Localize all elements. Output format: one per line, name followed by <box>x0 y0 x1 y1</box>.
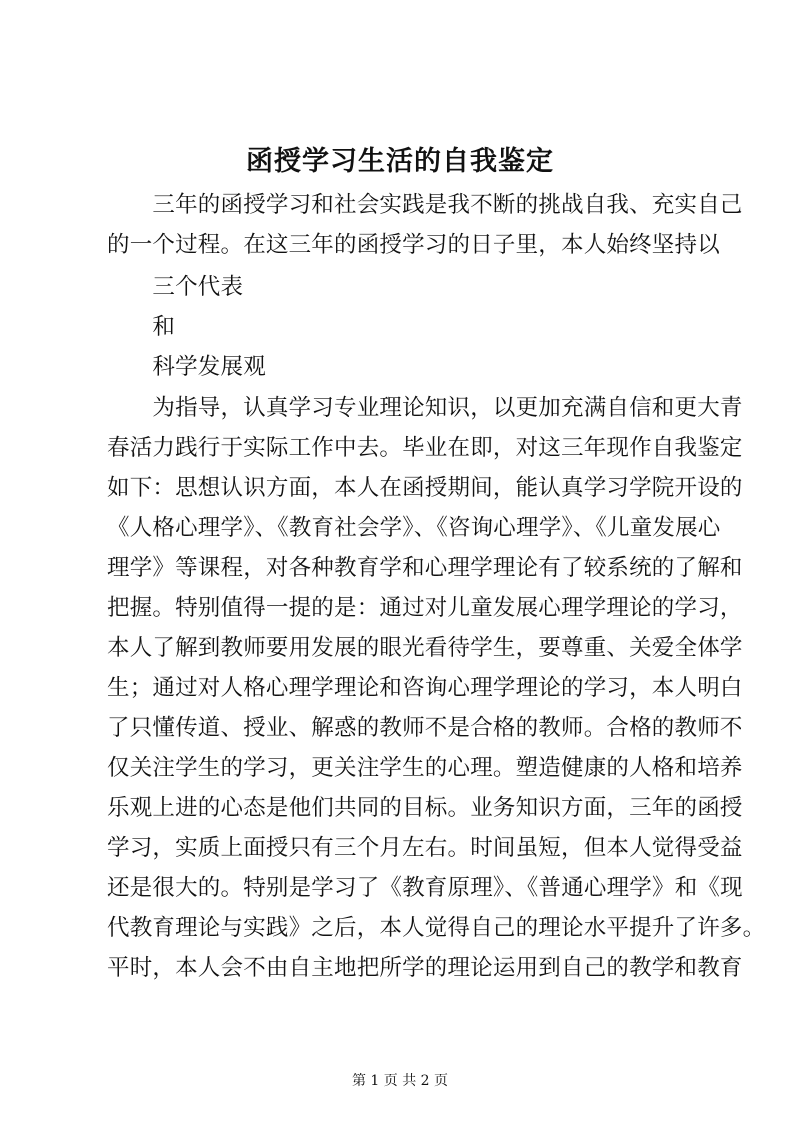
body-line: 为指导，认真学习专业理论知识，以更加充满自信和更大青 <box>107 395 743 421</box>
body-line: 了只懂传道、授业、解惑的教师不是合格的教师。合格的教师不 <box>107 715 743 741</box>
body-line: 还是很大的。特别是学习了《教育原理》、《普通心理学》和《现 <box>107 875 743 901</box>
body-line: 平时，本人会不由自主地把所学的理论运用到自己的教学和教育 <box>107 955 743 981</box>
body-line: 如下：思想认识方面，本人在函授期间，能认真学习学院开设的 <box>107 475 743 501</box>
body-line: 的一个过程。在这三年的函授学习的日子里，本人始终坚持以 <box>107 232 720 258</box>
body-line: 生；通过对人格心理学理论和咨询心理学理论的学习，本人明白 <box>107 675 743 701</box>
body-line: 代教育理论与实践》之后，本人觉得自己的理论水平提升了许多。 <box>107 915 766 941</box>
body-line: 乐观上进的心态是他们共同的目标。业务知识方面，三年的函授 <box>107 795 743 821</box>
body-line: 三年的函授学习和社会实践是我不断的挑战自我、充实自己 <box>107 192 743 218</box>
body-line: 本人了解到教师要用发展的眼光看待学生，要尊重、关爱全体学 <box>107 635 743 661</box>
document-title: 函授学习生活的自我鉴定 <box>246 146 554 177</box>
body-line: 春活力践行于实际工作中去。毕业在即，对这三年现作自我鉴定 <box>107 435 743 461</box>
body-line: 和 <box>107 314 176 340</box>
body-line: 三个代表 <box>107 274 244 300</box>
body-line: 学习，实质上面授只有三个月左右。时间虽短，但本人觉得受益 <box>107 835 743 861</box>
body-line: 科学发展观 <box>107 354 266 380</box>
page-footer: 第 1 页 共 2 页 <box>351 1073 449 1089</box>
body-line: 把握。特别值得一提的是：通过对儿童发展心理学理论的学习， <box>107 595 743 621</box>
body-line: 仅关注学生的学习，更关注学生的心理。塑造健康的人格和培养 <box>107 755 743 781</box>
body-line: 《人格心理学》、《教育社会学》、《咨询心理学》、《儿童发展心 <box>107 515 721 541</box>
body-line: 理学》等课程，对各种教育学和心理学理论有了较系统的了解和 <box>107 555 743 581</box>
